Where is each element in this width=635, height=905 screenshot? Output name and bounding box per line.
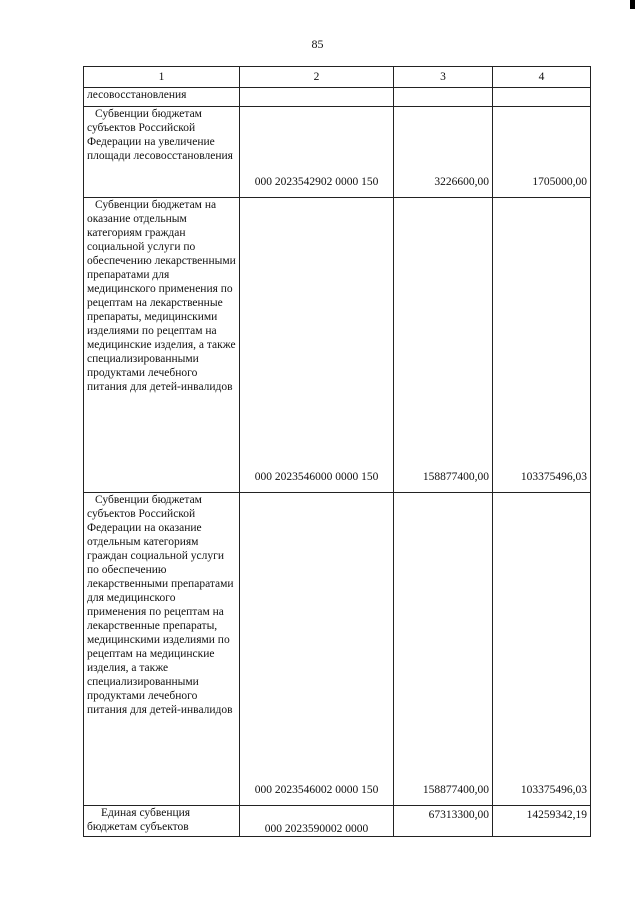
row-col3: 67313300,00 [394, 806, 493, 837]
row-name: Субвенции бюджетам субъектов Российской Федерации на увеличение площади лесовосстановления [87, 108, 233, 162]
header-cell: 3 [394, 67, 493, 88]
row-code: 000 2023542902 0000 150 [240, 107, 394, 198]
row-name-cell [84, 806, 240, 837]
row-col4: 1705000,00 [493, 107, 591, 198]
table-row [84, 198, 591, 493]
row-col4: 103375496,03 [493, 493, 591, 806]
row-code: 000 2023590002 0000 [240, 806, 394, 837]
row-col3: 3226600,00 [394, 107, 493, 198]
page-number: 85 [311, 37, 324, 51]
row-name-cell [84, 493, 240, 806]
row-name: Субвенции бюджетам субъектов Российской Федерации на оказание отдельным категориям граждан социальной услуги по обеспечению лекарственными препаратами для медицинского применения по рецептам на лекарственные препараты, медицинскими изделиями по рецептам на медицинские изделия, а также специализированными продуктами лечебного питания для детей-инвалидов [87, 494, 234, 716]
row-col3: 158877400,00 [394, 493, 493, 806]
table-row [84, 806, 591, 837]
header-cell: 1 [84, 67, 240, 88]
header-cell: 4 [493, 67, 591, 88]
row-code: 000 2023546002 0000 150 [240, 493, 394, 806]
row-col4: 14259342,19 [493, 806, 591, 837]
table-row [84, 493, 591, 806]
row-col3: 158877400,00 [394, 198, 493, 493]
row-col4: 103375496,03 [493, 198, 591, 493]
table-header-row [84, 67, 591, 88]
row-name-cell [84, 88, 240, 107]
row-name-cell [84, 107, 240, 198]
row-col4 [493, 88, 591, 107]
table-row [84, 107, 591, 198]
row-col3 [394, 88, 493, 107]
row-name: Субвенции бюджетам на оказание отдельным категориям граждан социальной услуги по обеспечению лекарственными препаратами для медицинского применения по рецептам на лекарственные препараты, медицинскими изделиями по рецептам на медицинские изделия, а также специализированными продуктами лечебного питания для детей-инвалидов [87, 199, 236, 393]
table-row [84, 88, 591, 107]
scan-corner-mark [630, 0, 635, 9]
budget-table [83, 66, 591, 837]
row-code: 000 2023546000 0000 150 [240, 198, 394, 493]
row-name: лесовосстановления [87, 89, 187, 101]
row-name: Единая субвенция бюджетам субъектов [87, 807, 191, 833]
row-code [240, 88, 394, 107]
row-name-cell [84, 198, 240, 493]
header-cell: 2 [240, 67, 394, 88]
